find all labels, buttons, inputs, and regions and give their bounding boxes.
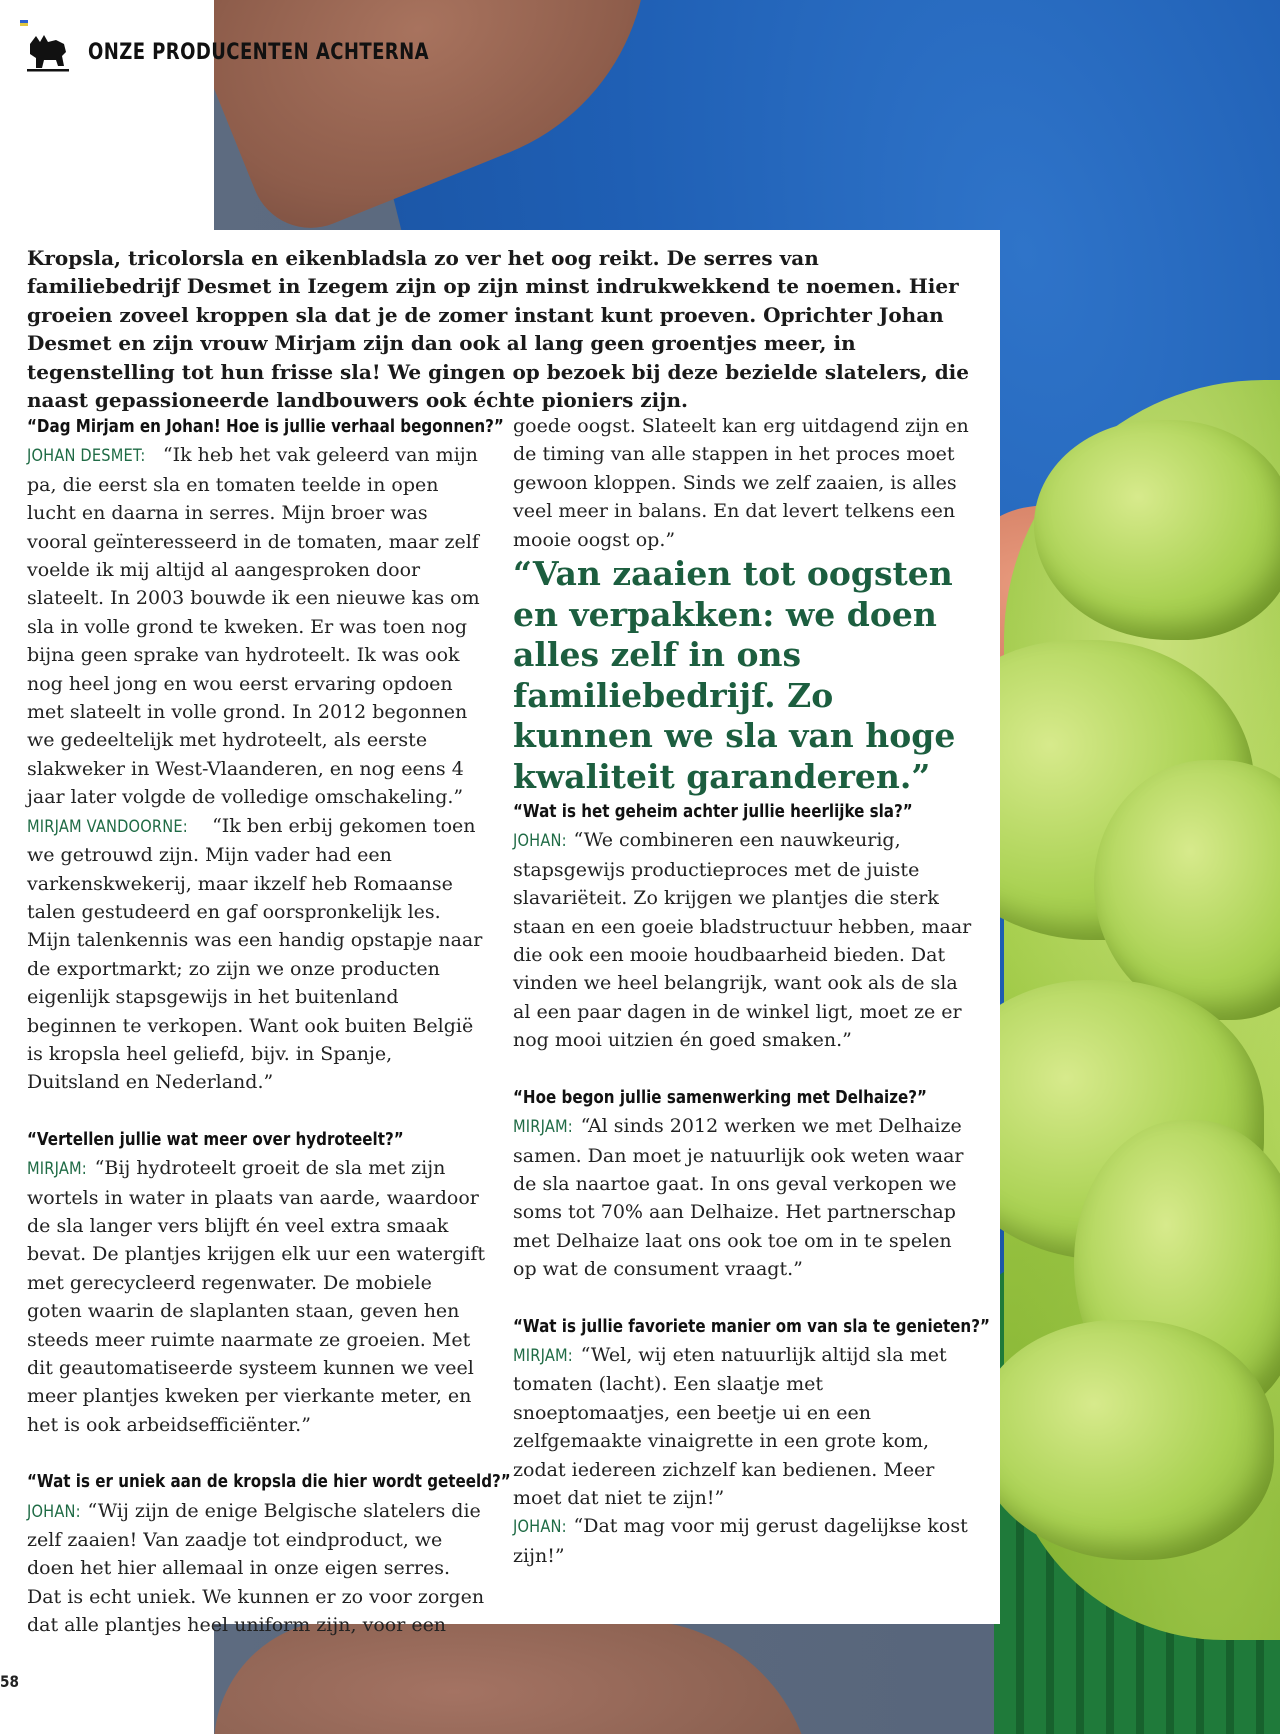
speaker-label: JOHAN DESMET: [27,446,146,467]
answer [27,1497,487,1640]
speaker-label: JOHAN: [513,1517,567,1538]
question-text: “Wat is het geheim achter jullie heerlijke sla?” [513,801,913,823]
article-lead: Kropsla, tricolorsla en eikenbladsla zo ver het oog reikt. De serres van familiebedrijf Desmet in Izegem zijn op zijn minst indrukwekkend te noemen. Hier groeien zoveel kroppen sla dat je de zomer instant kunt proeven. Oprichter Johan Desmet en zijn vrouw Mirjam zijn dan ook al lang geen groentjes meer, in tegenstelling tot hun frisse sla! We gingen op bezoek bij deze bezielde slatelers, die naast gepassioneerde landbouwers ook échte pioniers zijn. [27,246,970,413]
answer [513,826,973,1054]
answer [27,441,487,811]
question [27,412,504,441]
answer-text: “Bij hydroteelt groeit de sla met zijn wortels in water in plaats van aarde, waardoor de sla langer vers blijft én veel extra smaak bevat. De plantjes krijgen elk uur een watergift met gerecycleerd regenwater. De mobiele goten waarin de slaplanten staan, geven hen steeds meer ruimte naarmate ze groeien. Met dit geautomatiseerde systeem kunnen we veel meer plantjes kweken per vierkante meter, en het is ook arbeidsefficiënter.” [27,1157,486,1436]
question-text: “Wat is jullie favoriete manier om van sla te genieten?” [513,1315,990,1337]
pull-quote: “Van zaaien tot oogsten en verpakken: we doen alles zelf in ons familiebedrijf. Zo kunnen we sla van hoge kwaliteit garanderen.” [513,554,956,796]
question [513,1312,990,1341]
question [27,1125,487,1154]
question [513,797,973,826]
page-number: 58 [0,1672,19,1691]
column-left [27,412,511,1640]
speaker-label: MIRJAM VANDOORNE: [27,816,188,837]
speaker-label: MIRJAM: [513,1117,573,1138]
question [513,1083,973,1112]
answer [27,812,487,1097]
answer [513,1112,973,1283]
speaker-label: JOHAN: [513,831,567,852]
answer [27,1154,487,1439]
answer-text: “Ik ben erbij gekomen toen we getrouwd zijn. Mijn vader had een varkenskwekerij, maar ikzelf heb Romaanse talen gestudeerd en gaf oorspronkelijk les. Mijn talenkennis was een handig opstapje naar de exportmarkt; zo zijn we onze producten eigenlijk stapsgewijs in het buitenland beginnen te verkopen. Want ook buiten België is kropsla heel geliefd, bijv. in Spanje, Duitsland en Nederland.” [27,814,483,1094]
answer-text: “Wij zijn de enige Belgische slatelers die zelf zaaien! Van zaadje tot eindproduct, we doen het hier allemaal in onze eigen serres. Dat is echt uniek. We kunnen er zo voor zorgen dat alle plantjes heel uniform zijn, voor een [27,1499,485,1637]
answer [513,1512,973,1570]
answer-text: “Al sinds 2012 werken we met Delhaize samen. Dan moet je natuurlijk ook weten waar de sla naartoe gaat. In ons geval verkopen we soms tot 70% aan Delhaize. Het partnerschap met Delhaize laat ons ook toe om in te spelen op wat de consument vraagt.” [513,1115,964,1281]
question-text: “Wat is er uniek aan de kropsla die hier wordt geteeld?” [27,1471,511,1493]
question [27,1467,511,1496]
answer-text: “We combineren een nauwkeurig, stapsgewijs productieproces met de juiste slavariëteit. Zo krijgen we plantjes die sterk staan en een goeie bladstructuur hebben, maar die ook een mooie houdbaarheid bieden. Dat vinden we heel belangrijk, want ook als de sla al een paar dagen in de winkel ligt, moet ze er nog mooi uitzien én goed smaken.” [513,829,972,1052]
answer-text: “Ik heb het vak geleerd van mijn pa, die eerst sla en tomaten teelde in open lucht en daarna in serres. Mijn broer was vooral geïnteresseerd in de tomaten, maar zelf voelde ik mij altijd al aangesproken door slateelt. In 2003 bouwde ik een nieuwe kas om sla in volle grond te kweken. Er was toen nog bijna geen sprake van hydroteelt. Ik was ook nog heel jong en wou eerst ervaring opdoen met slateelt in volle grond. In 2012 begonnen we gedeeltelijk met hydroteelt, als eerste slakweker in West-Vlaanderen, en nog eens 4 jaar later volgde de volledige omschakeling.” [27,444,480,809]
section-title: ONZE PRODUCENTEN ACHTERNA [88,39,429,65]
question-text: “Hoe begon jullie samenwerking met Delhaize?” [513,1086,927,1108]
speaker-label: MIRJAM: [513,1345,573,1366]
question-text: “Dag Mirjam en Johan! Hoe is jullie verhaal begonnen?” [27,416,504,437]
answer-text: “Wel, wij eten natuurlijk altijd sla met tomaten (lacht). Een slaatje met snoeptomaatjes, een beetje ui en een zelfgemaakte vinaigrette in een grote kom, zodat iedereen zichzelf kan bedienen. Meer moet dat niet te zijn!” [513,1343,947,1509]
answer [513,1341,973,1512]
answer-text: “Dat mag voor mij gerust dagelijkse kost zijn!” [513,1515,968,1567]
flag-mark [20,20,28,26]
page-header [26,28,504,76]
speaker-label: JOHAN: [27,1501,81,1522]
speaker-label: MIRJAM: [27,1159,87,1180]
delhaize-lion-icon [26,32,70,72]
article-card [0,230,1000,1637]
question-text: “Vertellen jullie wat meer over hydroteelt?” [27,1128,404,1150]
column-right [513,412,990,1570]
answer-continued: goede oogst. Slateelt kan erg uitdagend zijn en de timing van alle stappen in het proces moet gewoon kloppen. Sinds we zelf zaaien, is alles veel meer in balans. En dat levert telkens een mooie oogst op.” [513,415,969,551]
